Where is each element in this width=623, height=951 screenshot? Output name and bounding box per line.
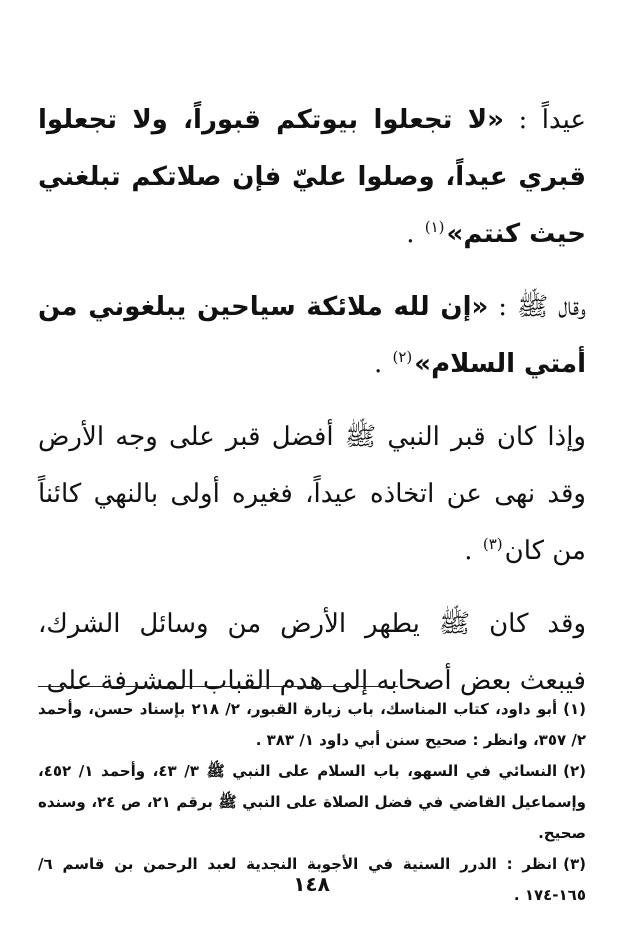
paragraph-3	[38, 409, 586, 580]
footnote-divider	[38, 686, 398, 687]
footnote-number: (٣)	[563, 855, 586, 873]
main-text	[38, 92, 586, 726]
paragraph-tail: .	[464, 536, 481, 566]
footnote-2	[38, 756, 586, 849]
paragraph-2	[38, 279, 586, 393]
footnote-text: انظر : الدرر السنية في الأجوبة النجدية لعبد الرحمن بن قاسم ٦/ ١٦٥-١٧٤ .	[38, 855, 586, 904]
paragraph-tail: .	[406, 219, 423, 249]
paragraph-text: وقد كان ﷺ يطهر الأرض من وسائل الشرك، فيبعث بعض أصحابه إلى هدم القباب المشرفة على	[38, 609, 586, 696]
footnote-1	[38, 694, 586, 756]
paragraph-tail: .	[373, 349, 391, 379]
paragraph-lead: وقال ﷺ :	[488, 292, 587, 322]
paragraph-4	[38, 596, 586, 710]
footnote-text: أبو داود، كتاب المناسك، باب زيارة القبور، ٢/ ٢١٨ بإسناد حسن، وأحمد ٢/ ٣٥٧، وانظر : صحيح سنن أبي داود ١/ ٣٨٣ .	[38, 700, 586, 749]
footnote-number: (١)	[563, 700, 587, 718]
footnote-number: (٢)	[563, 762, 587, 780]
paragraph-lead: عيداً :	[503, 105, 586, 135]
footnote-ref-3[interactable]: (٣)	[482, 535, 503, 554]
footnote-ref-1[interactable]: (١)	[424, 218, 445, 237]
footnote-ref-2[interactable]: (٢)	[392, 348, 413, 367]
footnote-text: النسائي في السهو، باب السلام على النبي ﷺ ٣/ ٤٣، وأحمد ١/ ٤٥٢، وإسماعيل القاضي في فضل الصلاة على النبي ﷺ برقم ٢١، ص ٢٤، وسنده صحيح.	[38, 762, 587, 842]
hadith-quote: «إن لله ملائكة سياحين يبلغوني من أمتي السلام»	[38, 292, 586, 379]
paragraph-text: وإذا كان قبر النبي ﷺ أفضل قبر على وجه الأرض وقد نهى عن اتخاذه عيداً، فغيره أولى بالنهي كائناً من كان	[38, 422, 586, 566]
paragraph-1	[38, 92, 586, 263]
hadith-quote: «لا تجعلوا بيوتكم قبوراً، ولا تجعلوا قبري عيداً، وصلوا عليّ فإن صلاتكم تبلغني حيث كنتم»	[38, 105, 586, 249]
page-number: ١٤٨	[293, 872, 330, 896]
